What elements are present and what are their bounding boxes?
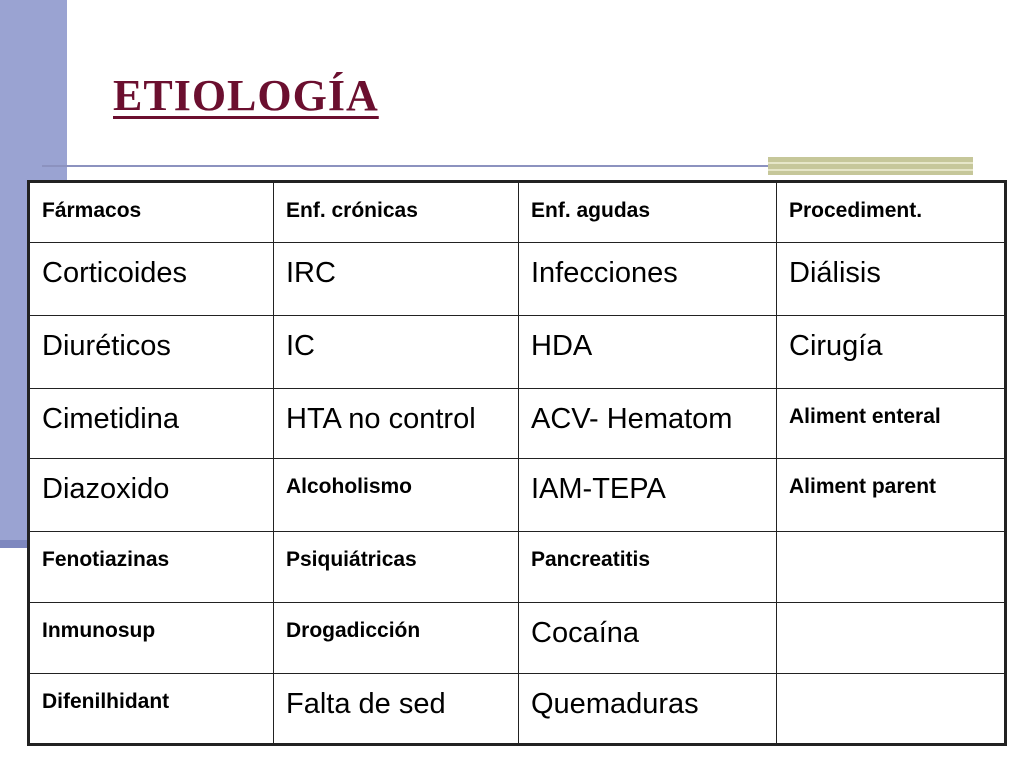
table-cell xyxy=(777,603,1006,674)
table-cell xyxy=(777,674,1006,745)
table-cell: Aliment enteral xyxy=(777,388,1006,459)
table-cell: IC xyxy=(274,315,519,388)
table-header-row xyxy=(29,182,1006,243)
table-cell: Aliment parent xyxy=(777,459,1006,532)
table-cell: Inmunosup xyxy=(29,603,274,674)
table-row xyxy=(29,315,1006,388)
table-header-cell: Enf. agudas xyxy=(519,182,777,243)
table-cell: Difenilhidant xyxy=(29,674,274,745)
table-row xyxy=(29,532,1006,603)
table-cell xyxy=(777,532,1006,603)
table-row xyxy=(29,388,1006,459)
table-cell: Diazoxido xyxy=(29,459,274,532)
table-row xyxy=(29,603,1006,674)
table-cell: Pancreatitis xyxy=(519,532,777,603)
table-row xyxy=(29,242,1006,315)
table-row xyxy=(29,674,1006,745)
table-cell: Infecciones xyxy=(519,242,777,315)
table-cell: Cimetidina xyxy=(29,388,274,459)
table-header-cell: Fármacos xyxy=(29,182,274,243)
title-rule-accent xyxy=(768,157,973,175)
table-cell: Diuréticos xyxy=(29,315,274,388)
table-cell: Falta de sed xyxy=(274,674,519,745)
table-cell: IRC xyxy=(274,242,519,315)
table-header-cell: Enf. crónicas xyxy=(274,182,519,243)
table-cell: ACV- Hematom xyxy=(519,388,777,459)
table-header-cell: Procediment. xyxy=(777,182,1006,243)
table-cell: HTA no control xyxy=(274,388,519,459)
table-cell: Cirugía xyxy=(777,315,1006,388)
table-cell: Quemaduras xyxy=(519,674,777,745)
table-cell: Diálisis xyxy=(777,242,1006,315)
etiology-table-body xyxy=(29,182,1006,745)
table-cell: Corticoides xyxy=(29,242,274,315)
table-cell: Fenotiazinas xyxy=(29,532,274,603)
table-cell: Cocaína xyxy=(519,603,777,674)
table-cell: Drogadicción xyxy=(274,603,519,674)
table-cell: Psiquiátricas xyxy=(274,532,519,603)
slide-title: ETIOLOGÍA xyxy=(113,71,379,120)
etiology-table xyxy=(27,180,1007,746)
table-cell: Alcoholismo xyxy=(274,459,519,532)
table-row xyxy=(29,459,1006,532)
table-cell: HDA xyxy=(519,315,777,388)
table-cell: IAM-TEPA xyxy=(519,459,777,532)
